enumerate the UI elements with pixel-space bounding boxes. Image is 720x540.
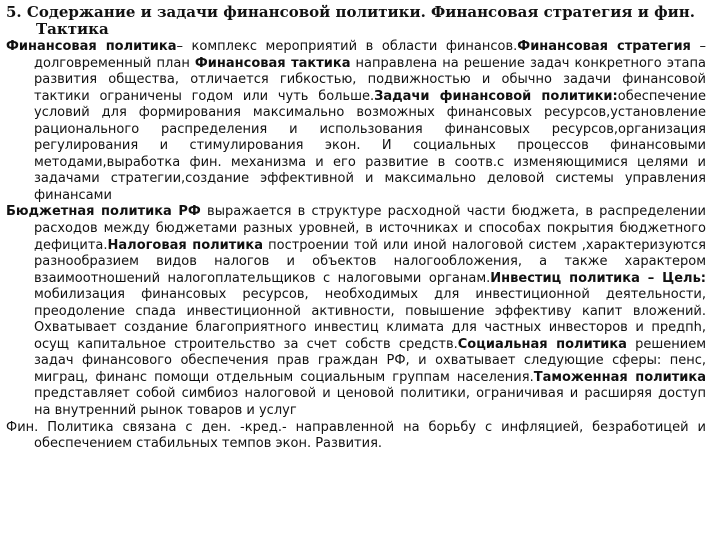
term-social-policy: Социальная политика (457, 336, 627, 352)
term-financial-strategy: Финансовая стратегия (517, 39, 691, 54)
tax-policy-text: построении той или иной налоговой систем ,характеризуются разнообразием видов налогов и объектов налогообложения, а также характером взаимоотношений налогоплательщиков с налоговыми органам. (34, 237, 707, 286)
policy-tasks-text: обеспечение условий для формирования максимально возможных финансовых ресурсов,установление рационального распределения и использования финансовых ресурсов,организация регулирования и стимулирования экон. И социальных процессов финансовыми методами,выработка фин. механизма и его развитие в соотв.с изменяющимися целями и задачами стратегии,создание эффективной и максимально деловой системы управления финансами (34, 88, 706, 203)
social-policy-text: решением задач финансового обеспечения прав граждан РФ, и охватывает следующие сферы: пенс, миграц, финанс помощи отдельным социальным группам населения. (34, 336, 707, 385)
investment-policy-text: мобилизация финансовых ресурсов, необходимых для инвестиционной деятельности, преодоление спада инвестиционной активности, повышение эффективу капит вложений. Охватывает создание благоприятного инвестиц климата для частных инвесторов и предпh, осущ капитальное строительство за счет собств средств. (34, 287, 706, 352)
definition-financial-policy: – комплекс мероприятий в области финансов. (176, 39, 518, 54)
definition-financial-strategy: – долговременный план (34, 39, 706, 71)
budget-policy-text: выражается в структуре расходной части бюджета, в распределении расходов между бюджетами разных уровней, в источниках и способах покрытия бюджетного дефицита. (34, 204, 706, 253)
term-policy-tasks: Задачи финансовой политики: (374, 88, 618, 104)
customs-policy-text: представляет собой симбиоз налоговой и ценовой политики, ограничивая и расширяя доступ на внутренний рынок товаров и услуг (34, 386, 706, 419)
title-line-2: Тактика (36, 20, 109, 38)
term-budget-policy: Бюджетная политика РФ (6, 204, 201, 220)
monetary-link-text: Фин. Политика связана с ден. -кред.- направленной на борьбу с инфляцией, безработицей и обеспечением стабильных темпов экон. Развития. (6, 419, 706, 452)
title-line-1: 5. Содержание и задачи финансовой политики. Финансовая стратегия и фин. (6, 3, 695, 21)
paragraph-monetary-link (6, 420, 706, 453)
term-tax-policy: Налоговая политика (107, 237, 263, 253)
document-body (6, 39, 706, 453)
term-financial-policy: Финансовая политика (6, 39, 177, 54)
term-investment-policy: Инвестиц политика – Цель: (490, 270, 706, 286)
paragraph-budget-policy (6, 204, 706, 419)
paragraph-financial-policy (6, 39, 706, 204)
definition-financial-tactics: направлена на решение задач конкретного этапа развития общества, отличается гибкостью, подвижностью и обычно задачи финансовой тактики ограничены годом или чуть больше. (34, 55, 706, 104)
term-customs-policy: Таможенная политика (533, 369, 706, 385)
page-title (6, 4, 714, 38)
term-financial-tactics: Финансовая тактика (194, 55, 351, 71)
